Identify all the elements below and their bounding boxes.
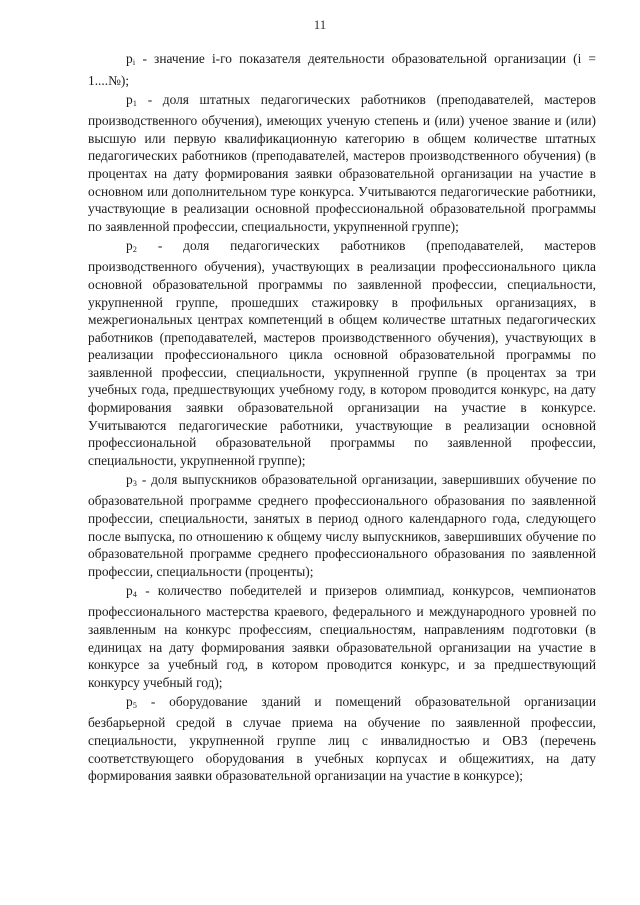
paragraph-p-3 <box>88 471 596 581</box>
page-number: 11 <box>313 17 327 32</box>
paragraph-p-5 <box>88 693 596 785</box>
paragraph-p-2 <box>88 237 596 470</box>
indicator-symbol: $p_i$ <box>126 51 136 67</box>
indicator-symbol: $p_2$ <box>126 237 138 254</box>
paragraph-text: - значение i-го показателя деятельности образовательной организации (i = 1....№); <box>88 51 596 88</box>
paragraph-text: - оборудование зданий и помещений образовательной организации безбарьерной средой в случае приема на обучение по заявленной профессии, специальности, укрупненной группе лиц с инвалидностью и ОВЗ (перечень соответствующего оборудования в учебных корпусах и общежитиях, на дату формирования заявки образовательной организации на участие в конкурсе); <box>88 693 596 784</box>
paragraph-text: - доля выпускников образовательной организации, завершивших обучение по образовательной программе среднего профессионального образования по заявленной профессии, специальности, занятых в период одного календарного года, следующего после выпуска, по отношению к общему числу выпускников, завершивших обучение по образовательной программе среднего профессионального образования по заявленной профессии, специальности (проценты); <box>88 471 596 579</box>
indicator-symbol: $p_3$ <box>126 471 138 488</box>
paragraph-text: - количество победителей и призеров олимпиад, конкурсов, чемпионатов профессионального мастерства краевого, федерального и международного уровней по заявленным на конкурс профессиям, специальностям, направлениям подготовки (в единицах на дату формирования заявки образовательной организации на участие в конкурсе за учебный год, в котором проводится конкурс, и за предшествующий конкурсу учебный год); <box>88 582 596 690</box>
paragraph-text: - доля педагогических работников (преподавателей, мастеров производственного обучения), участвующих в реализации профессионального цикла основной образовательной программы по заявленной профессии, специальности, укрупненной группе, прошедших стажировку в профильных организациях, в межрегиональных центрах компетенций в общем количестве штатных педагогических работников (преподавателей, мастеров производственного обучения), участвующих в реализации профессионального цикла основной образовательной программы по заявленной профессии, специальности, укрупненной группе (в процентах за три учебных года, предшествующих учебному году, в котором проводится конкурс, на дату формирования заявки образовательной организации на участие в конкурсе. Учитываются педагогические работники, участвующие в реализации основной профессиональной образовательной программы по заявленной профессии, специальности, укрупненной группе); <box>88 237 596 468</box>
indicator-symbol: $p_4$ <box>126 582 138 599</box>
document-body <box>88 50 596 786</box>
paragraph-text: - доля штатных педагогических работников (преподавателей, мастеров производственного обучения), имеющих ученую степень и (или) ученое звание и (или) высшую или первую квалификационную категорию в общем количестве штатных педагогических работников (преподавателей, мастеров производственного обучения) (в процентах на дату формирования заявки образовательной организации на участие в основном или дополнительном туре конкурса. Учитываются педагогические работники, участвующие в реализации основной профессиональной образовательной программы по заявленной профессии, специальности, укрупненной группе); <box>88 91 596 234</box>
paragraph-p-1 <box>88 91 596 236</box>
paragraph-p-4 <box>88 582 596 692</box>
indicator-symbol: $p_5$ <box>126 693 138 710</box>
indicator-symbol: $p_1$ <box>126 91 138 108</box>
paragraph-p-i <box>88 50 596 89</box>
